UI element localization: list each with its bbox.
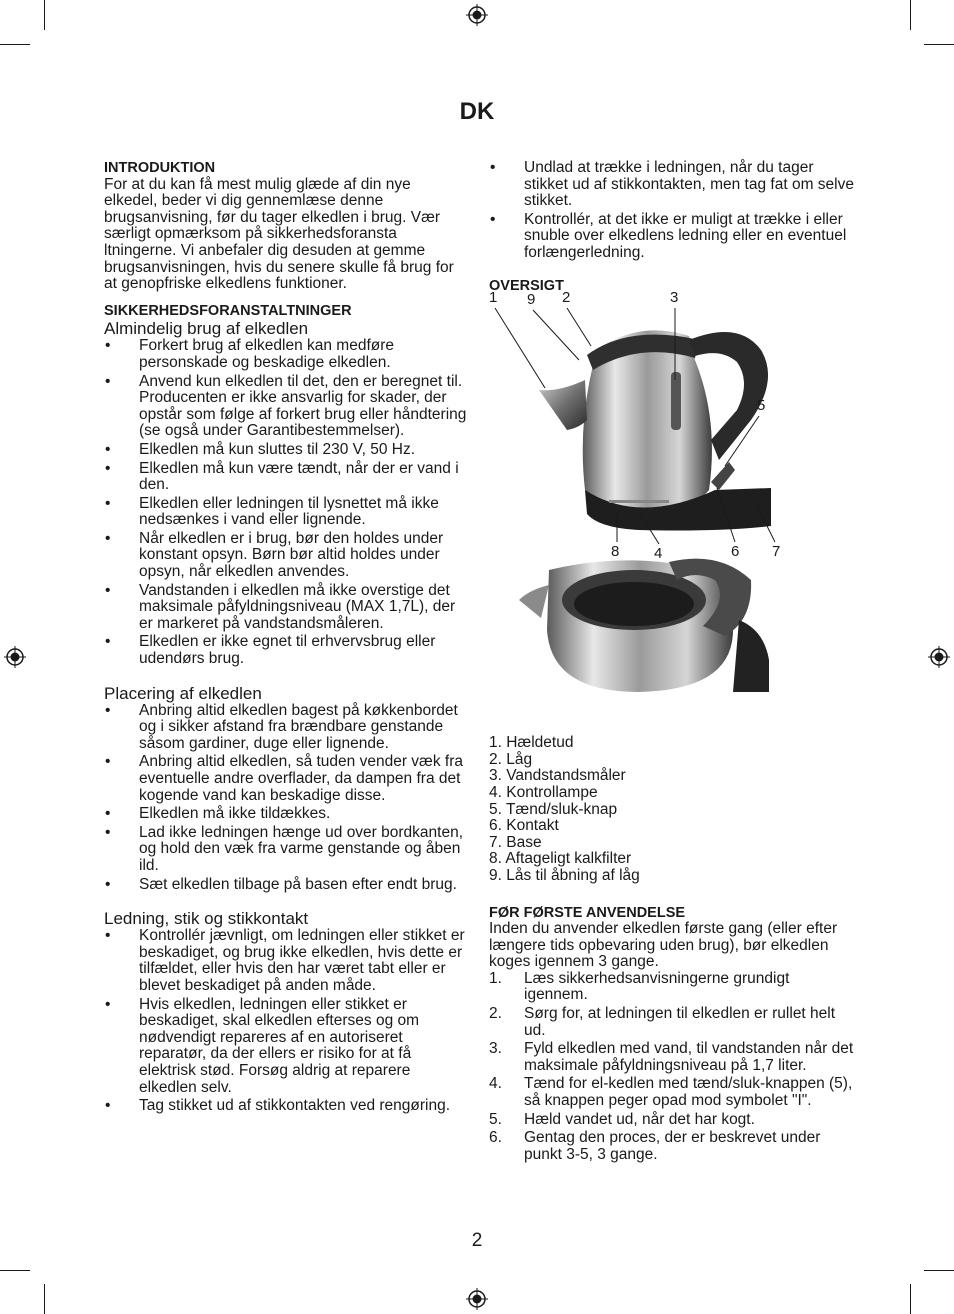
list-item: • Anvend kun elkedlen til det, den er beregnet til. Producenten er ikke ansvarlig for skader, der opstår som følge af forkert brug eller håndtering (se også under Garantibestemmelser). — [105, 372, 467, 440]
crop-mark — [44, 1284, 45, 1314]
bullet: • — [105, 805, 111, 823]
bullet: • — [105, 633, 111, 651]
list-item: 3. Fyld elkedlen med vand, til vandstanden når det maksimale påfyldningsniveau på 1,7 liter. — [489, 1040, 854, 1074]
bullet: • — [490, 210, 496, 228]
bullet: • — [105, 753, 111, 771]
bullet: • — [105, 1097, 111, 1115]
step-number: 5. — [489, 1110, 502, 1128]
list-item: • Forkert brug af elkedlen kan medføre personskade og beskadige elkedlen. — [105, 337, 395, 371]
bullet: • — [105, 701, 111, 719]
general-use-title: Almindelig brug af elkedlen — [104, 319, 309, 339]
crop-mark — [910, 0, 911, 30]
bullet: • — [105, 875, 111, 893]
list-item: 3. Vandstandsmåler — [489, 767, 626, 785]
callout-label: 8 — [611, 543, 620, 561]
callout-label: 2 — [562, 289, 571, 307]
first-use-steps — [489, 971, 854, 1164]
bullet: • — [105, 440, 111, 458]
crop-mark — [910, 1284, 911, 1314]
right-column — [489, 160, 854, 1165]
bullet: • — [105, 823, 111, 841]
callout-label: 6 — [731, 543, 740, 561]
safety-title: SIKKERHEDSFORANSTALTNINGER — [104, 302, 352, 319]
list-item: 7. Base — [489, 833, 542, 851]
list-item: 5. Tænd/sluk-knap — [489, 800, 618, 818]
list-item: • Undlad at trække i ledningen, når du tager stikket ud af stikkontakten, men tag fat om selve stikket. — [490, 159, 854, 210]
bullet: • — [105, 927, 111, 945]
registration-mark-icon — [4, 646, 26, 668]
first-use-text: Inden du anvender elkedlen første gang (eller efter længere tids opbevaring uden brug), bør elkedlen koges igennem 3 gange. — [489, 920, 838, 971]
crop-mark — [924, 44, 954, 45]
bullet: • — [105, 459, 111, 477]
step-number: 3. — [489, 1040, 502, 1058]
list-item: • Tag stikket ud af stikkontakten ved rengøring. — [105, 1097, 451, 1115]
list-item: • Vandstanden i elkedlen må ikke overstige det maksimale påfyldningsniveau (MAX 1,7L), der er markeret på vandstandsmåleren. — [105, 581, 456, 632]
bullet: • — [105, 494, 111, 512]
list-item: • Lad ikke ledningen hænge ud over bordkanten, og hold den væk fra varme genstande og åben ild. — [105, 823, 464, 874]
list-item: 6. Kontakt — [489, 817, 559, 835]
step-number: 6. — [489, 1129, 502, 1147]
intro-text: For at du kan få mest mulig glæde af din nye elkedel, beder vi dig gennemlæse denne brugsanvisning, før du tager elkedlen i brug. Vær særligt opmærksom på sikkerhedsforansta ltningerne. Vi anbefaler dig desuden at gemme brugsanvisningen, hvis du senere skulle få brug for at genopfriske elkedlens funktioner. — [104, 175, 454, 293]
page-language-heading: DK — [459, 98, 495, 125]
callout-leader-lines — [489, 300, 789, 725]
bullet: • — [105, 995, 111, 1013]
list-item: 6. Gentag den proces, der er beskrevet under punkt 3-5, 3 gange. — [489, 1129, 821, 1163]
left-column — [104, 160, 468, 1117]
callout-label: 4 — [654, 545, 663, 563]
registration-mark-icon — [466, 4, 488, 26]
parts-list — [489, 735, 854, 884]
list-item: • Elkedlen eller ledningen til lysnettet må ikke nedsænkes i vand eller lignende. — [105, 494, 439, 529]
list-item: • Elkedlen må kun sluttes til 230 V, 50 Hz. — [105, 440, 415, 458]
step-number: 4. — [489, 1075, 502, 1093]
cord-title: Ledning, stik og stikkontakt — [104, 909, 309, 929]
registration-mark-icon — [928, 646, 950, 668]
callout-label: 7 — [772, 543, 781, 561]
list-item: 2. Sørg for, at ledningen til elkedlen er rullet helt ud. — [489, 1005, 836, 1039]
first-use-title: FØR FØRSTE ANVENDELSE — [489, 904, 686, 921]
list-item: • Sæt elkedlen tilbage på basen efter endt brug. — [105, 875, 457, 893]
list-item: • Kontrollér jævnligt, om ledningen eller stikket er beskadiget, og brug ikke elkedlen, hvis dette er tilfældet, eller hvis den har været tabt eller er blevet beskadiget på anden måde. — [105, 927, 465, 994]
cord-list-continued — [489, 160, 854, 262]
callout-label: 9 — [527, 291, 536, 309]
bullet: • — [105, 529, 111, 547]
callout-label: 3 — [670, 289, 679, 307]
bullet: • — [490, 159, 496, 176]
general-use-list — [104, 338, 468, 667]
placement-list — [104, 703, 468, 894]
intro-title: INTRODUKTION — [104, 160, 216, 176]
list-item: • Anbring altid elkedlen, så tuden vender væk fra eventuelle andre overflader, da dampen fra det kogende vand kan beskadige disse. — [105, 753, 463, 804]
list-item: • Når elkedlen er i brug, bør den holdes under konstant opsyn. Børn bør altid holdes under opsyn, når elkedlen anvendes. — [105, 529, 444, 581]
list-item: 1. Hældetud — [489, 734, 574, 752]
list-item: • Kontrollér, at det ikke er muligt at trække i eller snuble over elkedlens ledning eller en eventuel forlængerledning. — [490, 210, 847, 261]
list-item: 4. Kontrollampe — [489, 783, 598, 801]
step-number: 1. — [489, 969, 502, 987]
page-number: 2 — [471, 1230, 483, 1251]
step-number: 2. — [489, 1005, 502, 1023]
list-item: 2. Låg — [489, 750, 533, 768]
crop-mark — [0, 1270, 30, 1271]
callout-label: 5 — [757, 397, 766, 415]
placement-title: Placering af elkedlen — [104, 683, 262, 703]
bullet: • — [105, 372, 111, 390]
crop-mark — [924, 1270, 954, 1271]
crop-mark — [44, 0, 45, 30]
overview-title: OVERSIGT — [489, 277, 564, 294]
list-item: • Hvis elkedlen, ledningen eller stikket er beskadiget, skal elkedlen efterses og om nødvendigt repareres af en autoriseret reparatør, da der ellers er risiko for at få elektrisk stød. Forsøg aldrig at reparere elkedlen selv. — [105, 995, 420, 1096]
list-item: • Anbring altid elkedlen bagest på køkkenbordet og i sikker afstand fra brændbare genstande såsom gardiner, duge eller lignende. — [105, 701, 458, 752]
callout-label: 1 — [489, 289, 498, 307]
crop-mark — [0, 44, 30, 45]
list-item: 5. Hæld vandet ud, når det har kogt. — [489, 1110, 755, 1128]
list-item: 9. Lås til åbning af låg — [489, 866, 640, 884]
bullet: • — [105, 581, 111, 599]
list-item: • Elkedlen må kun være tændt, når der er vand i den. — [105, 459, 459, 494]
list-item: • Elkedlen er ikke egnet til erhvervsbrug eller udendørs brug. — [105, 633, 436, 668]
list-item: 1. Læs sikkerhedsanvisningerne grundigt igennem. — [489, 969, 790, 1004]
bullet: • — [105, 337, 111, 355]
cord-list — [104, 928, 468, 1115]
list-item: • Elkedlen må ikke tildækkes. — [105, 805, 331, 823]
kettle-figure — [489, 289, 789, 725]
list-item: 4. Tænd for el-kedlen med tænd/sluk-knappen (5), så knappen peger opad mod symbolet "I". — [489, 1075, 853, 1110]
list-item: 8. Aftageligt kalkfilter — [489, 850, 632, 868]
registration-mark-icon — [466, 1288, 488, 1310]
